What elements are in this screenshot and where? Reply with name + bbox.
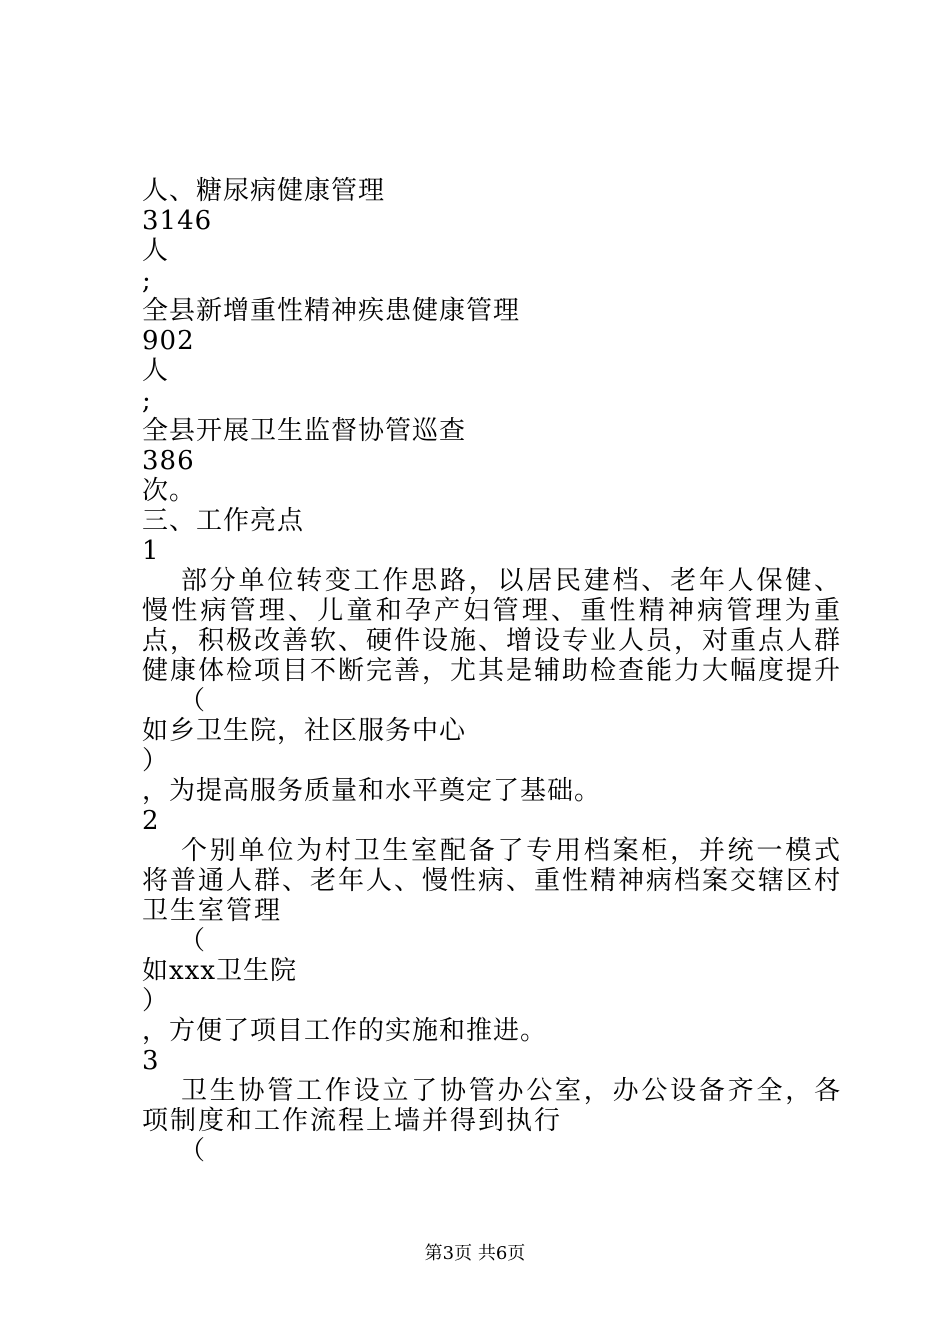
item-number: 2 (142, 806, 160, 836)
text-line: （ (179, 686, 207, 716)
text-line: 902 (142, 326, 195, 356)
paragraph: 卫生协管工作设立了协管办公室，办公设备齐全，各项制度和工作流程上墙并得到执行 (142, 1076, 842, 1136)
item-number: 1 (142, 536, 160, 566)
document-body (142, 176, 842, 1166)
text-line: ，方便了项目工作的实施和推进。 (142, 1016, 548, 1046)
text-line: 次。 (142, 476, 197, 506)
text-line: 386 (142, 446, 195, 476)
text-line: 如xxx卫生院 (142, 956, 297, 986)
text-line: 人 (142, 356, 170, 386)
text-line: 人、糖尿病健康管理 (142, 176, 386, 206)
text-line: 人 (142, 236, 170, 266)
text-line: 全县新增重性精神疾患健康管理 (142, 296, 521, 326)
text-line: ; (142, 266, 152, 296)
item-number: 3 (142, 1046, 160, 1076)
text-line: ） (142, 986, 170, 1016)
paragraph: 部分单位转变工作思路，以居民建档、老年人保健、慢性病管理、儿童和孕产妇管理、重性精神病管理为重点，积极改善软、硬件设施、增设专业人员，对重点人群健康体检项目不断完善，尤其是辅助检查能力大幅度提升 (142, 566, 843, 686)
page-footer: 第3页 共6页 (424, 1243, 526, 1264)
text-line: ; (142, 386, 152, 416)
text-line: （ (179, 1136, 207, 1166)
text-line: ，为提高服务质量和水平奠定了基础。 (142, 776, 602, 806)
text-line: 3146 (142, 206, 213, 236)
text-line: ） (142, 746, 170, 776)
text-line: 如乡卫生院，社区服务中心 (142, 716, 467, 746)
paragraph: 个别单位为村卫生室配备了专用档案柜，并统一模式将普通人群、老年人、慢性病、重性精神病档案交辖区村卫生室管理 (142, 836, 843, 926)
text-line: 全县开展卫生监督协管巡查 (142, 416, 467, 446)
text-line: （ (179, 926, 207, 956)
section-heading: 三、工作亮点 (142, 506, 305, 536)
